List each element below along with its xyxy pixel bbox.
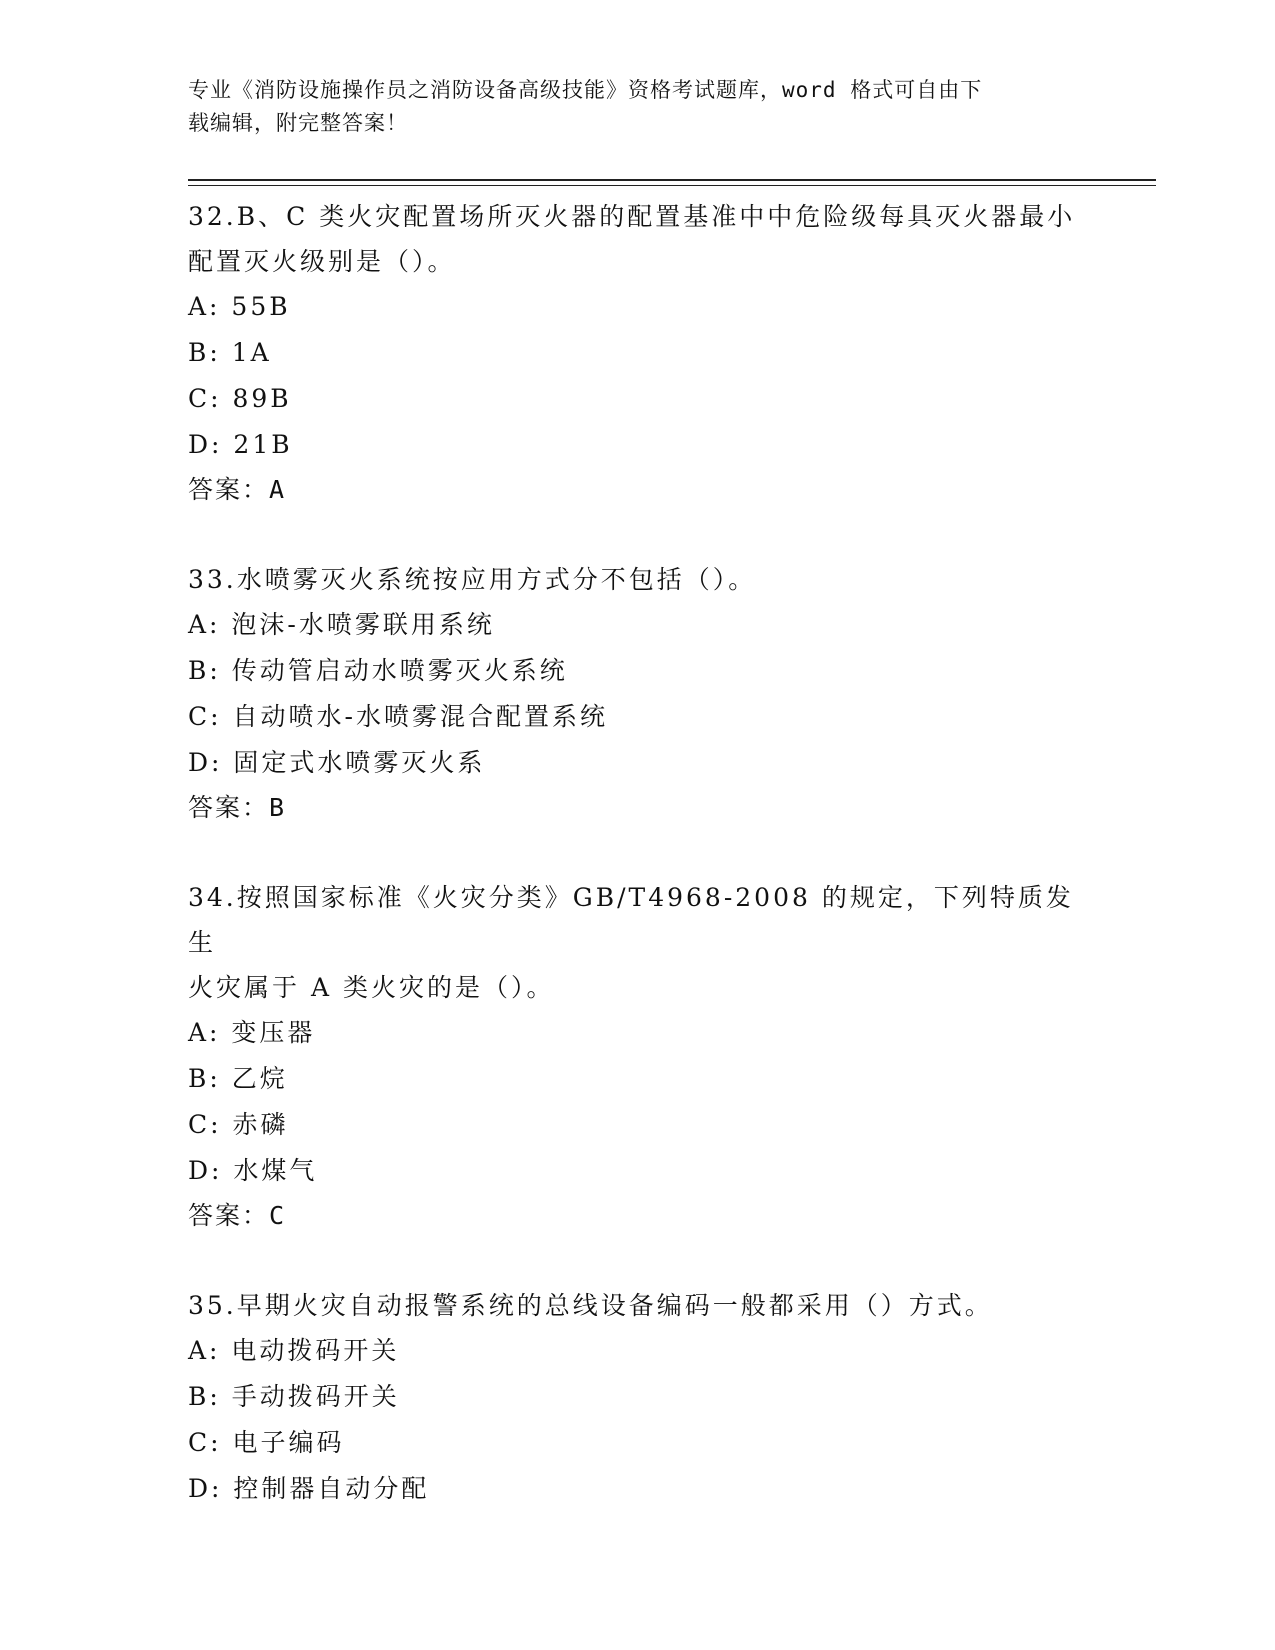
question-stem: [188, 875, 1088, 1010]
option-b: B: 乙烷: [188, 1064, 288, 1093]
question-32: [188, 194, 1088, 512]
option-c: C: 电子编码: [188, 1428, 345, 1457]
option-a: A: 泡沫-水喷雾联用系统: [188, 610, 495, 639]
option-b: B: 手动拨码开关: [188, 1382, 400, 1411]
question-stem: [188, 1283, 1088, 1328]
option-c: C: 89B: [188, 384, 292, 413]
document-header: [188, 74, 1088, 140]
option-b: B: 传动管启动水喷雾灭火系统: [188, 656, 568, 685]
header-divider-thin: [188, 185, 1156, 186]
question-stem-line: 33.水喷雾灭火系统按应用方式分不包括（）。: [188, 565, 757, 594]
option-a: A: 电动拨码开关: [188, 1336, 400, 1365]
answer-text: 答案：C: [188, 1201, 287, 1230]
answer-text: 答案：B: [188, 793, 287, 822]
answer-text: 答案：A: [188, 475, 287, 504]
option-d: D: 固定式水喷雾灭火系: [188, 748, 486, 777]
header-line-1: 专业《消防设施操作员之消防设备高级技能》资格考试题库，word 格式可自由下: [188, 78, 983, 102]
option-b: B: 1A: [188, 338, 272, 367]
header-line-2: 载编辑，附完整答案！: [188, 111, 408, 135]
question-33: [188, 557, 1088, 830]
question-list: [188, 194, 1088, 1557]
option-d: D: 水煤气: [188, 1156, 318, 1185]
option-c: C: 赤磷: [188, 1110, 289, 1139]
header-divider-thick: [188, 179, 1156, 181]
question-stem: [188, 557, 1088, 602]
question-35: [188, 1283, 1088, 1512]
question-stem-line: 32.B、C 类火灾配置场所灭火器的配置基准中中危险级每具灭火器最小: [188, 202, 1076, 231]
question-stem-line: 35.早期火灾自动报警系统的总线设备编码一般都采用（）方式。: [188, 1291, 993, 1320]
option-c: C: 自动喷水-水喷雾混合配置系统: [188, 702, 608, 731]
question-34: [188, 875, 1088, 1238]
question-stem-line: 配置灭火级别是（）。: [188, 247, 456, 276]
option-d: D: 控制器自动分配: [188, 1474, 430, 1503]
question-stem-line: 34.按照国家标准《火灾分类》GB/T4968-2008 的规定，下列特质发生: [188, 883, 1074, 957]
option-a: A: 变压器: [188, 1018, 316, 1047]
question-stem-line: 火灾属于 A 类火灾的是（）。: [188, 973, 555, 1002]
option-a: A: 55B: [188, 292, 291, 321]
option-d: D: 21B: [188, 430, 293, 459]
question-stem: [188, 194, 1088, 284]
